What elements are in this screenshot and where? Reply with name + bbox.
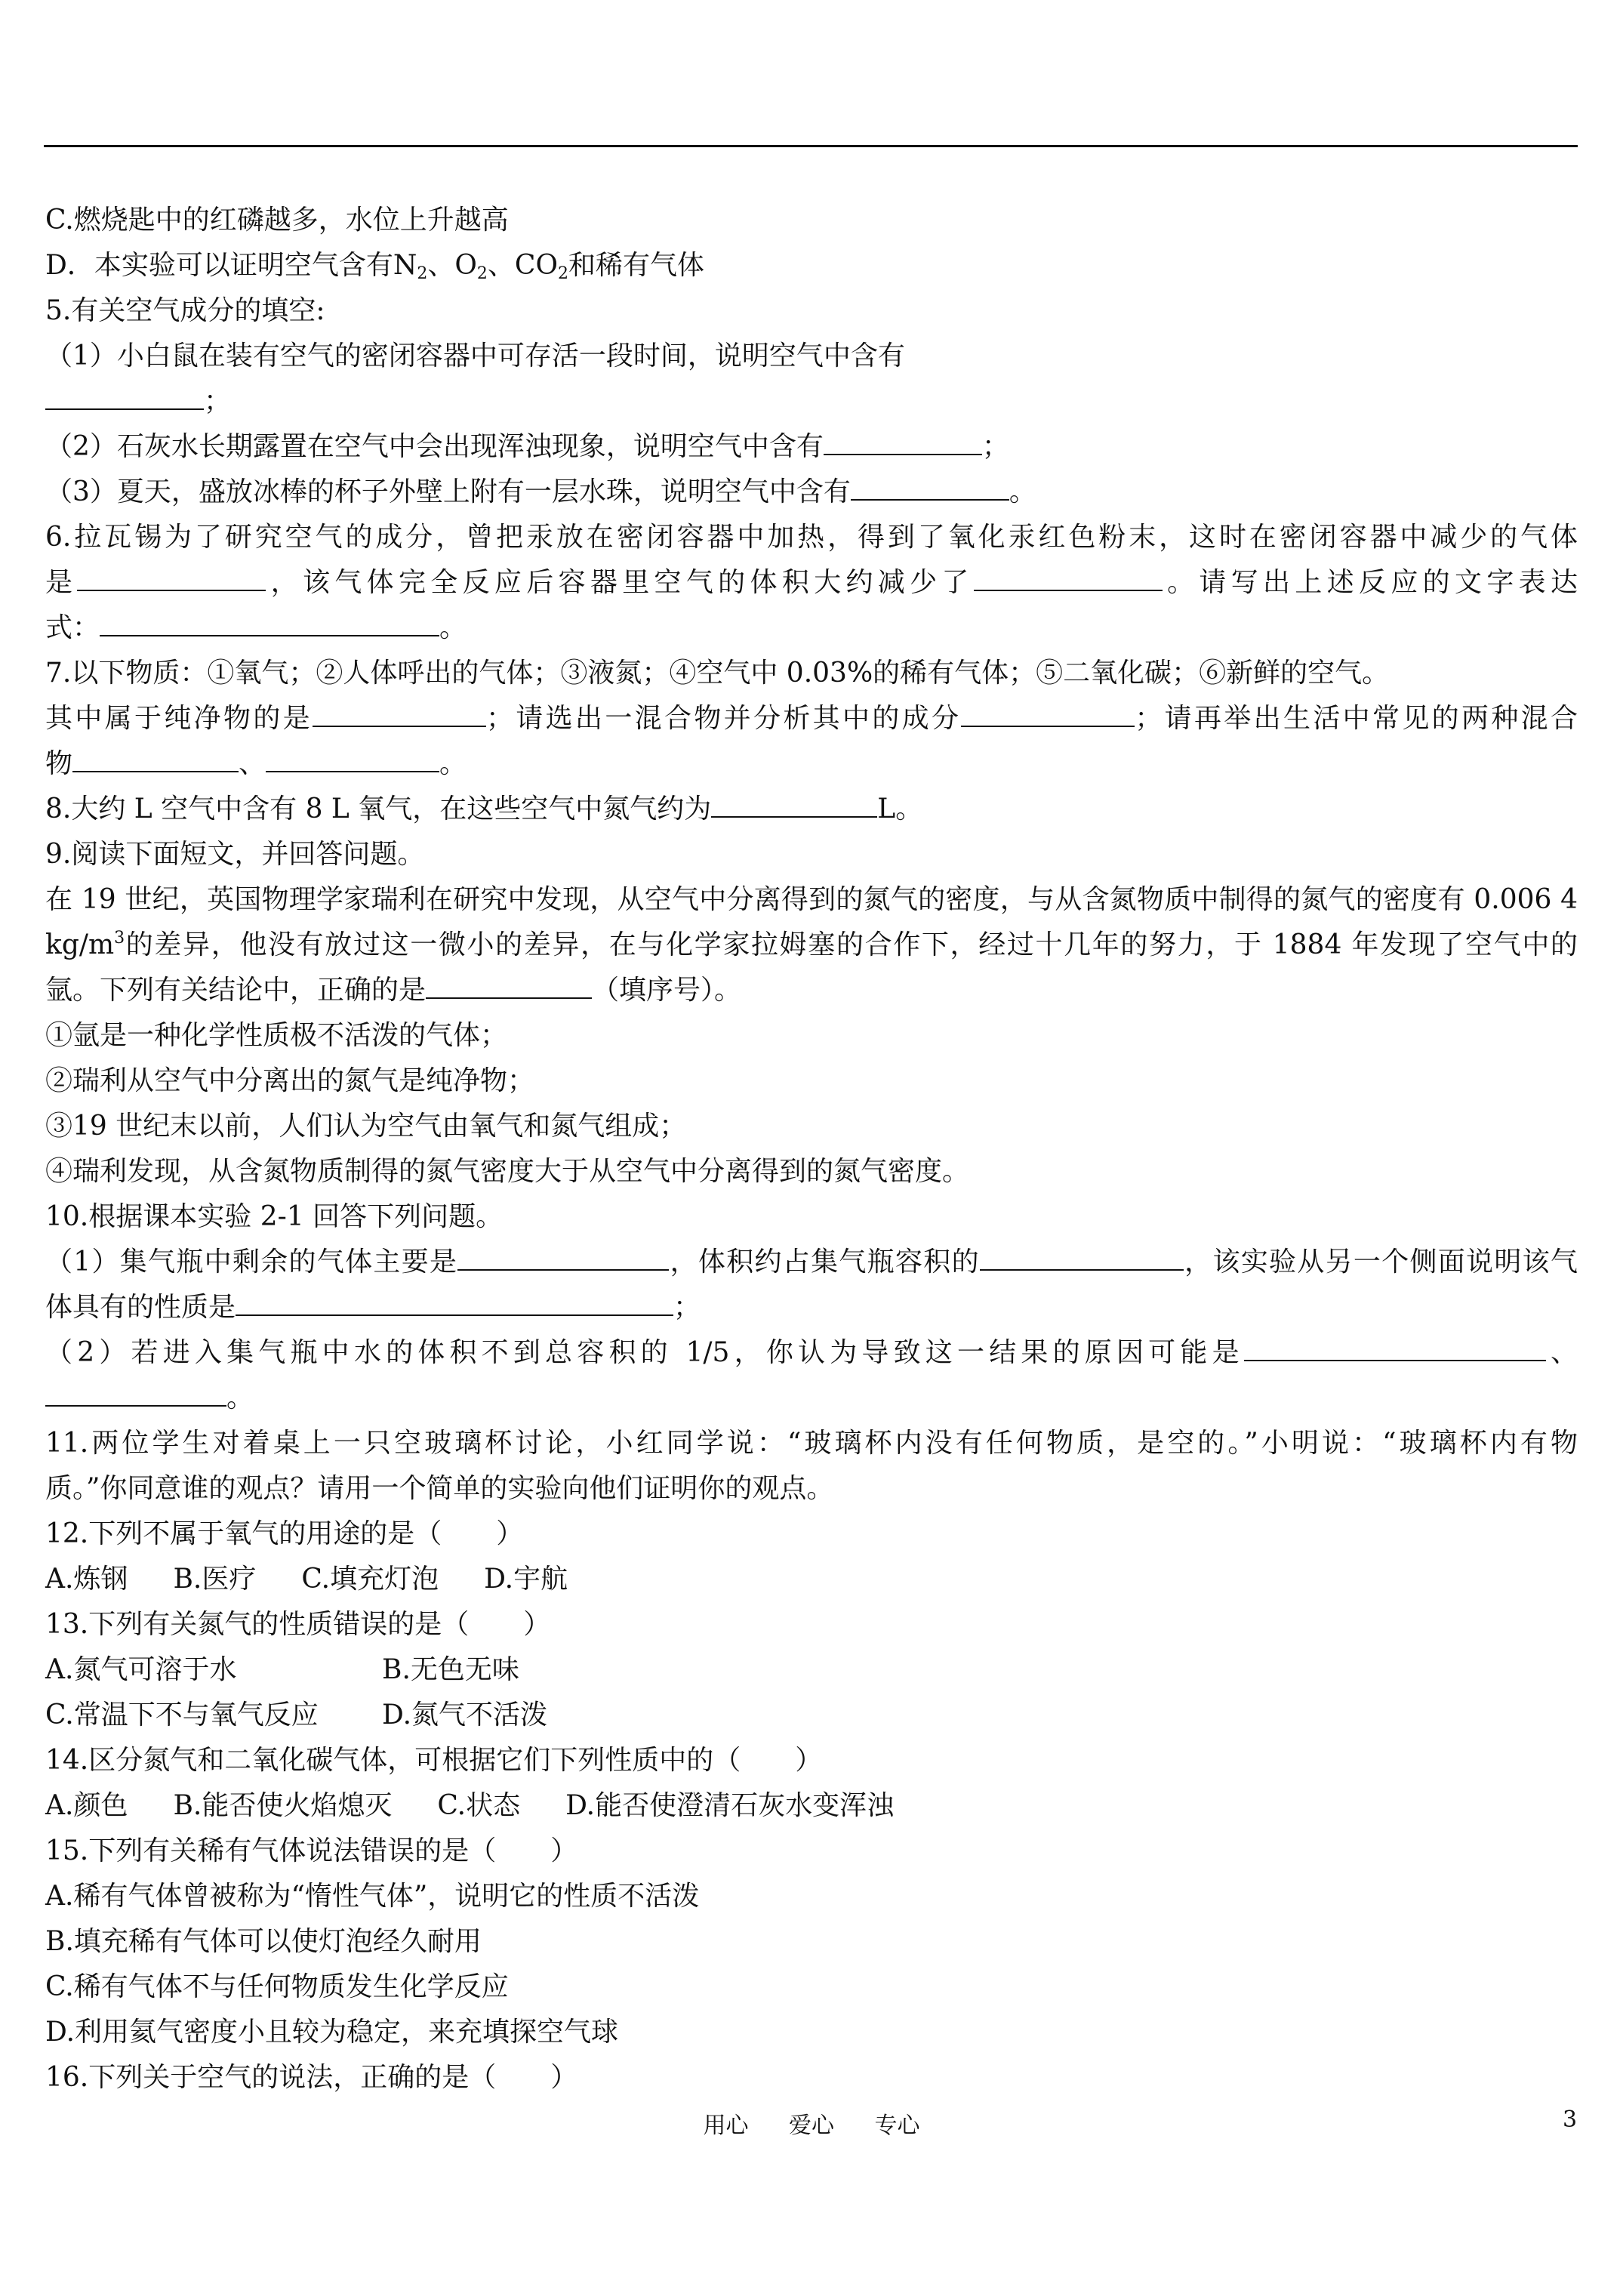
q9-blank[interactable] [426, 972, 592, 999]
q7-line1: 7.以下物质：①氧气；②人体呼出的气体；③液氮；④空气中 0.03%的稀有气体；⑤二氧化碳；⑥新鲜的空气。 [45, 658, 1390, 689]
q8: 8.大约 L 空气中含有 8 L 氧气，在这些空气中氮气约为 L。 [45, 787, 1578, 832]
q6-blank-1[interactable] [77, 564, 266, 591]
q10-line4: 。 [45, 1376, 1578, 1421]
q10-line2: 体具有的性质是 ； [45, 1285, 1578, 1330]
q9-line3: 氩。下列有关结论中，正确的是 （填序号）。 [45, 968, 1578, 1013]
q5-part2: （2）石灰水长期露置在空气中会出现浑浊现象，说明空气中含有 ； [45, 424, 1578, 470]
q9-option-2: ②瑞利从空气中分离出的氮气是纯净物； [45, 1065, 535, 1096]
q8-blank[interactable] [711, 791, 877, 818]
q13-options-row2 [45, 1693, 1578, 1738]
q9-option-3: ③19 世纪末以前，人们认为空气由氧气和氮气组成； [45, 1111, 687, 1142]
q7-blank-2[interactable] [961, 700, 1135, 727]
q5-blank-3[interactable] [851, 473, 1009, 501]
q6-line1: 6.拉瓦锡为了研究空气的成分，曾把汞放在密闭容器中加热，得到了氧化汞红色粉末，这时在密闭容器中减少的气体 [45, 522, 1578, 553]
q10-blank-2[interactable] [980, 1244, 1184, 1271]
q9-line2: $kg/m^3$的差异，他没有放过这一微小的差异，在与化学家拉姆塞的合作下，经过十几年的努力，于 1884 年发现了空气中的 [45, 929, 1578, 960]
q15-option-a[interactable]: A.稀有气体曾被称为“惰性气体”，说明它的性质不活泼 [45, 1881, 700, 1912]
page-footer [0, 2106, 1623, 2140]
q15-option-d[interactable]: D.利用氦气密度小且较为稳定，来充填探空气球 [45, 2017, 619, 2048]
q14-option-a[interactable]: A.颜色 [45, 1790, 128, 1821]
q4-option-c: C.燃烧匙中的红磷越多，水位上升越高 [45, 205, 509, 236]
q6-line2: 是 ，该气体完全反应后容器里空气的体积大约减少了 。请写出上述反应的文字表达 [45, 560, 1578, 606]
q10-blank-4[interactable] [1244, 1334, 1546, 1361]
q7-line3: 物 、 。 [45, 741, 1578, 787]
q7-blank-1[interactable] [313, 700, 486, 727]
q4-option-d: D．本实验可以证明空气含有$N_2$、$O_2$、$CO_2$和稀有气体 [45, 250, 704, 283]
q12-title: 12.下列不属于氧气的用途的是（ ） [45, 1518, 524, 1549]
q6-blank-3[interactable] [100, 609, 439, 636]
q13-options-row1 [45, 1647, 1578, 1693]
q6-blank-2[interactable] [974, 564, 1163, 591]
footer-word-2: 爱心 [789, 2113, 834, 2139]
q9-title: 9.阅读下面短文，并回答问题。 [45, 839, 425, 870]
q10-blank-1[interactable] [457, 1244, 669, 1271]
q12-option-c[interactable]: C.填充灯泡 [301, 1564, 439, 1595]
q10-blank-5[interactable] [45, 1379, 226, 1407]
q5-part1-answer: ； [45, 379, 1578, 424]
q9-option-4: ④瑞利发现，从含氮物质制得的氮气密度大于从空气中分离得到的氮气密度。 [45, 1156, 970, 1187]
q7-blank-4[interactable] [266, 745, 439, 772]
q10-line3: （2）若进入集气瓶中水的体积不到总容积的 1/5，你认为导致这一结果的原因可能是 、 [45, 1330, 1578, 1376]
q12-option-a[interactable]: A.炼钢 [45, 1564, 128, 1595]
q12-option-d[interactable]: D.宇航 [484, 1564, 568, 1595]
q5-part1: （1）小白鼠在装有空气的密闭容器中可存活一段时间，说明空气中含有 [45, 341, 905, 371]
q13-title: 13.下列有关氮气的性质错误的是（ ） [45, 1609, 551, 1640]
q6-line3: 式： 。 [45, 606, 1578, 651]
q10-title: 10.根据课本实验 2-1 回答下列问题。 [45, 1201, 504, 1232]
document-body [45, 198, 1578, 2100]
q14-option-d[interactable]: D.能否使澄清石灰水变浑浊 [565, 1790, 895, 1821]
q15-option-c[interactable]: C.稀有气体不与任何物质发生化学反应 [45, 1971, 509, 2002]
q11-line1: 11.两位学生对着桌上一只空玻璃杯讨论，小红同学说：“玻璃杯内没有任何物质，是空的。”小明说：“玻璃杯内有物 [45, 1428, 1578, 1459]
page-number: 3 [1563, 2106, 1578, 2133]
q9-line1: 在 19 世纪，英国物理学家瑞利在研究中发现，从空气中分离得到的氮气的密度，与从含氮物质中制得的氮气的密度有 0.006 4 [45, 884, 1578, 915]
q5-title: 5.有关空气成分的填空: [45, 295, 325, 326]
header-rule [44, 145, 1578, 147]
q7-blank-3[interactable] [72, 745, 239, 772]
q7-line2: 其中属于纯净物的是 ；请选出一混合物并分析其中的成分 ；请再举出生活中常见的两种混合 [45, 696, 1578, 741]
q14-option-c[interactable]: C.状态 [437, 1790, 521, 1821]
q15-option-b[interactable]: B.填充稀有气体可以使灯泡经久耐用 [45, 1926, 482, 1957]
q9-option-1: ①氩是一种化学性质极不活泼的气体； [45, 1020, 508, 1051]
footer-word-3: 专心 [874, 2113, 920, 2139]
q13-option-b[interactable]: B.无色无味 [382, 1654, 519, 1685]
q5-part3: （3）夏天，盛放冰棒的杯子外壁上附有一层水珠，说明空气中含有 。 [45, 470, 1578, 515]
q11-line2: 质。”你同意谁的观点？请用一个简单的实验向他们证明你的观点。 [45, 1473, 834, 1504]
q16-title: 16.下列关于空气的说法，正确的是（ ） [45, 2062, 578, 2093]
q12-options [45, 1557, 1578, 1602]
q14-option-b[interactable]: B.能否使火焰熄灭 [173, 1790, 393, 1821]
footer-word-1: 用心 [703, 2113, 749, 2139]
q10-line1: （1）集气瓶中剩余的气体主要是 ，体积约占集气瓶容积的 ，该实验从另一个侧面说明该气 [45, 1240, 1578, 1285]
q10-blank-3[interactable] [236, 1289, 673, 1316]
q13-option-a[interactable]: A.氮气可溶于水 [45, 1654, 237, 1685]
q14-title: 14.区分氮气和二氧化碳气体，可根据它们下列性质中的（ ） [45, 1745, 823, 1776]
q13-option-c[interactable]: C.常温下不与氧气反应 [45, 1700, 319, 1730]
q15-title: 15.下列有关稀有气体说法错误的是（ ） [45, 1835, 578, 1866]
q14-options [45, 1783, 1578, 1829]
q12-option-b[interactable]: B.医疗 [173, 1564, 257, 1595]
q5-blank-2[interactable] [824, 428, 982, 455]
q13-option-d[interactable]: D.氮气不活泼 [382, 1700, 548, 1730]
q5-blank-1[interactable] [45, 383, 204, 410]
